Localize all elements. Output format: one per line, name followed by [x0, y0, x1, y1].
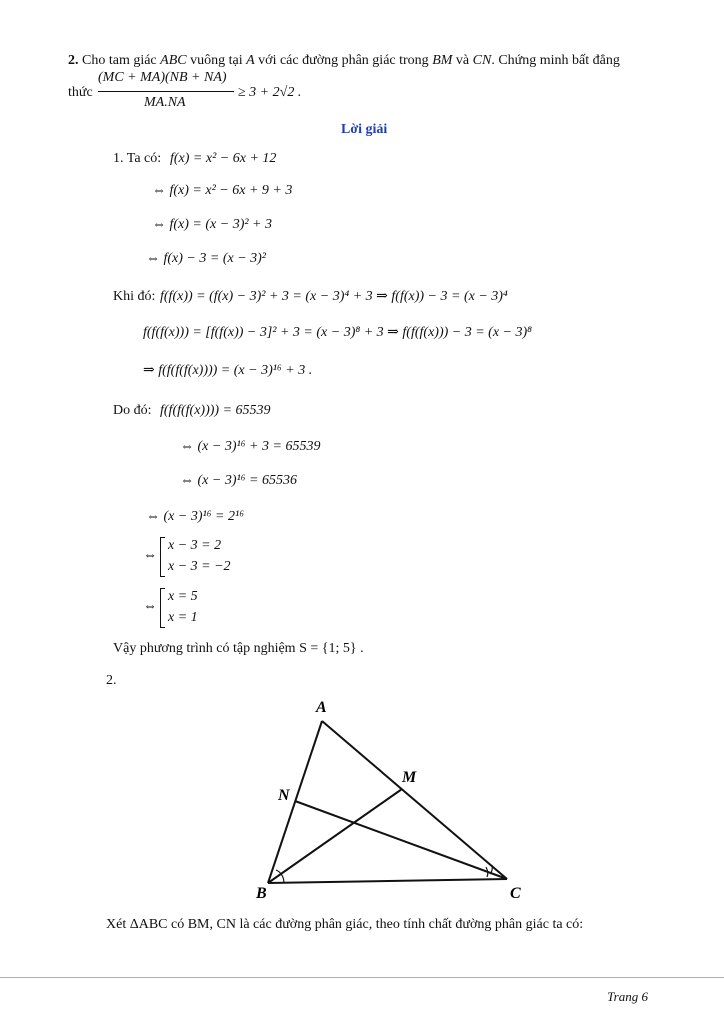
eq-8: ⇔ (x − 3)¹⁶ + 3 = 65539	[180, 439, 321, 454]
fraction-denominator: MA.NA	[144, 95, 186, 110]
problem-line-1: 2. Cho tam giác ABC vuông tại A với các đường phân giác trong BM và CN. Chứng minh bất đẳng	[68, 53, 620, 68]
fraction-numerator: (MC + MA)(NB + NA)	[98, 70, 227, 85]
eq-7: f(f(f(f(x)))) = 65539	[160, 403, 271, 418]
eq-4: f(f(x)) = (f(x) − 3)² + 3 = (x − 3)⁴ + 3 ⇒ f(f(x)) − 3 = (x − 3)⁴	[160, 289, 508, 304]
part1-label: 1. Ta có:	[113, 151, 162, 166]
fraction-bar	[98, 91, 234, 92]
side-bc	[268, 879, 507, 883]
side-ac	[322, 721, 507, 879]
eq-6: ⇒ f(f(f(f(x)))) = (x − 3)¹⁶ + 3 .	[143, 363, 313, 378]
case-2a: x = 5	[168, 589, 198, 604]
eq-10: ⇔ (x − 3)¹⁶ = 2¹⁶	[146, 509, 245, 524]
eq-2: ⇔ f(x) = (x − 3)² + 3	[152, 217, 273, 232]
conclusion: Vậy phương trình có tập nghiệm S = {1; 5} .	[113, 641, 364, 656]
case-1b: x − 3 = −2	[168, 559, 231, 574]
case-bracket-1	[160, 537, 165, 577]
problem-thuc: thức	[68, 85, 93, 100]
problem-rhs: ≥ 3 + 2√2 .	[238, 85, 302, 100]
page-number: Trang 6	[607, 989, 648, 1004]
iff-symbol-1: ⇔	[143, 548, 157, 563]
bisector-cn	[295, 801, 507, 879]
part2-label: 2.	[106, 673, 117, 688]
eq-9: ⇔ (x − 3)¹⁶ = 65536	[180, 473, 297, 488]
eq-1: ⇔ f(x) = x² − 6x + 9 + 3	[152, 183, 293, 198]
solution-heading: Lời giải	[341, 122, 388, 137]
label-b: B	[256, 885, 267, 902]
eq-3: ⇔ f(x) − 3 = (x − 3)²	[146, 251, 267, 266]
khi-do-label: Khi đó:	[113, 289, 156, 304]
footer-divider	[0, 977, 724, 978]
label-n: N	[278, 787, 290, 804]
iff-symbol-2: ⇔	[143, 599, 157, 614]
problem-number: 2.	[68, 53, 79, 68]
eq-0: f(x) = x² − 6x + 12	[170, 151, 277, 166]
case-bracket-2	[160, 588, 165, 628]
eq-5: f(f(f(x))) = [f(f(x)) − 3]² + 3 = (x − 3)⁸ + 3 ⇒ f(f(f(x))) − 3 = (x − 3)⁸	[143, 325, 533, 340]
label-a: A	[316, 699, 327, 716]
case-1a: x − 3 = 2	[168, 538, 222, 553]
do-do-label: Do đó:	[113, 403, 152, 418]
xet-line: Xét ΔABC có BM, CN là các đường phân giác, theo tính chất đường phân giác ta có:	[106, 917, 584, 932]
label-c: C	[510, 885, 521, 902]
label-m: M	[402, 769, 417, 786]
case-2b: x = 1	[168, 610, 198, 625]
triangle-figure	[0, 690, 724, 920]
